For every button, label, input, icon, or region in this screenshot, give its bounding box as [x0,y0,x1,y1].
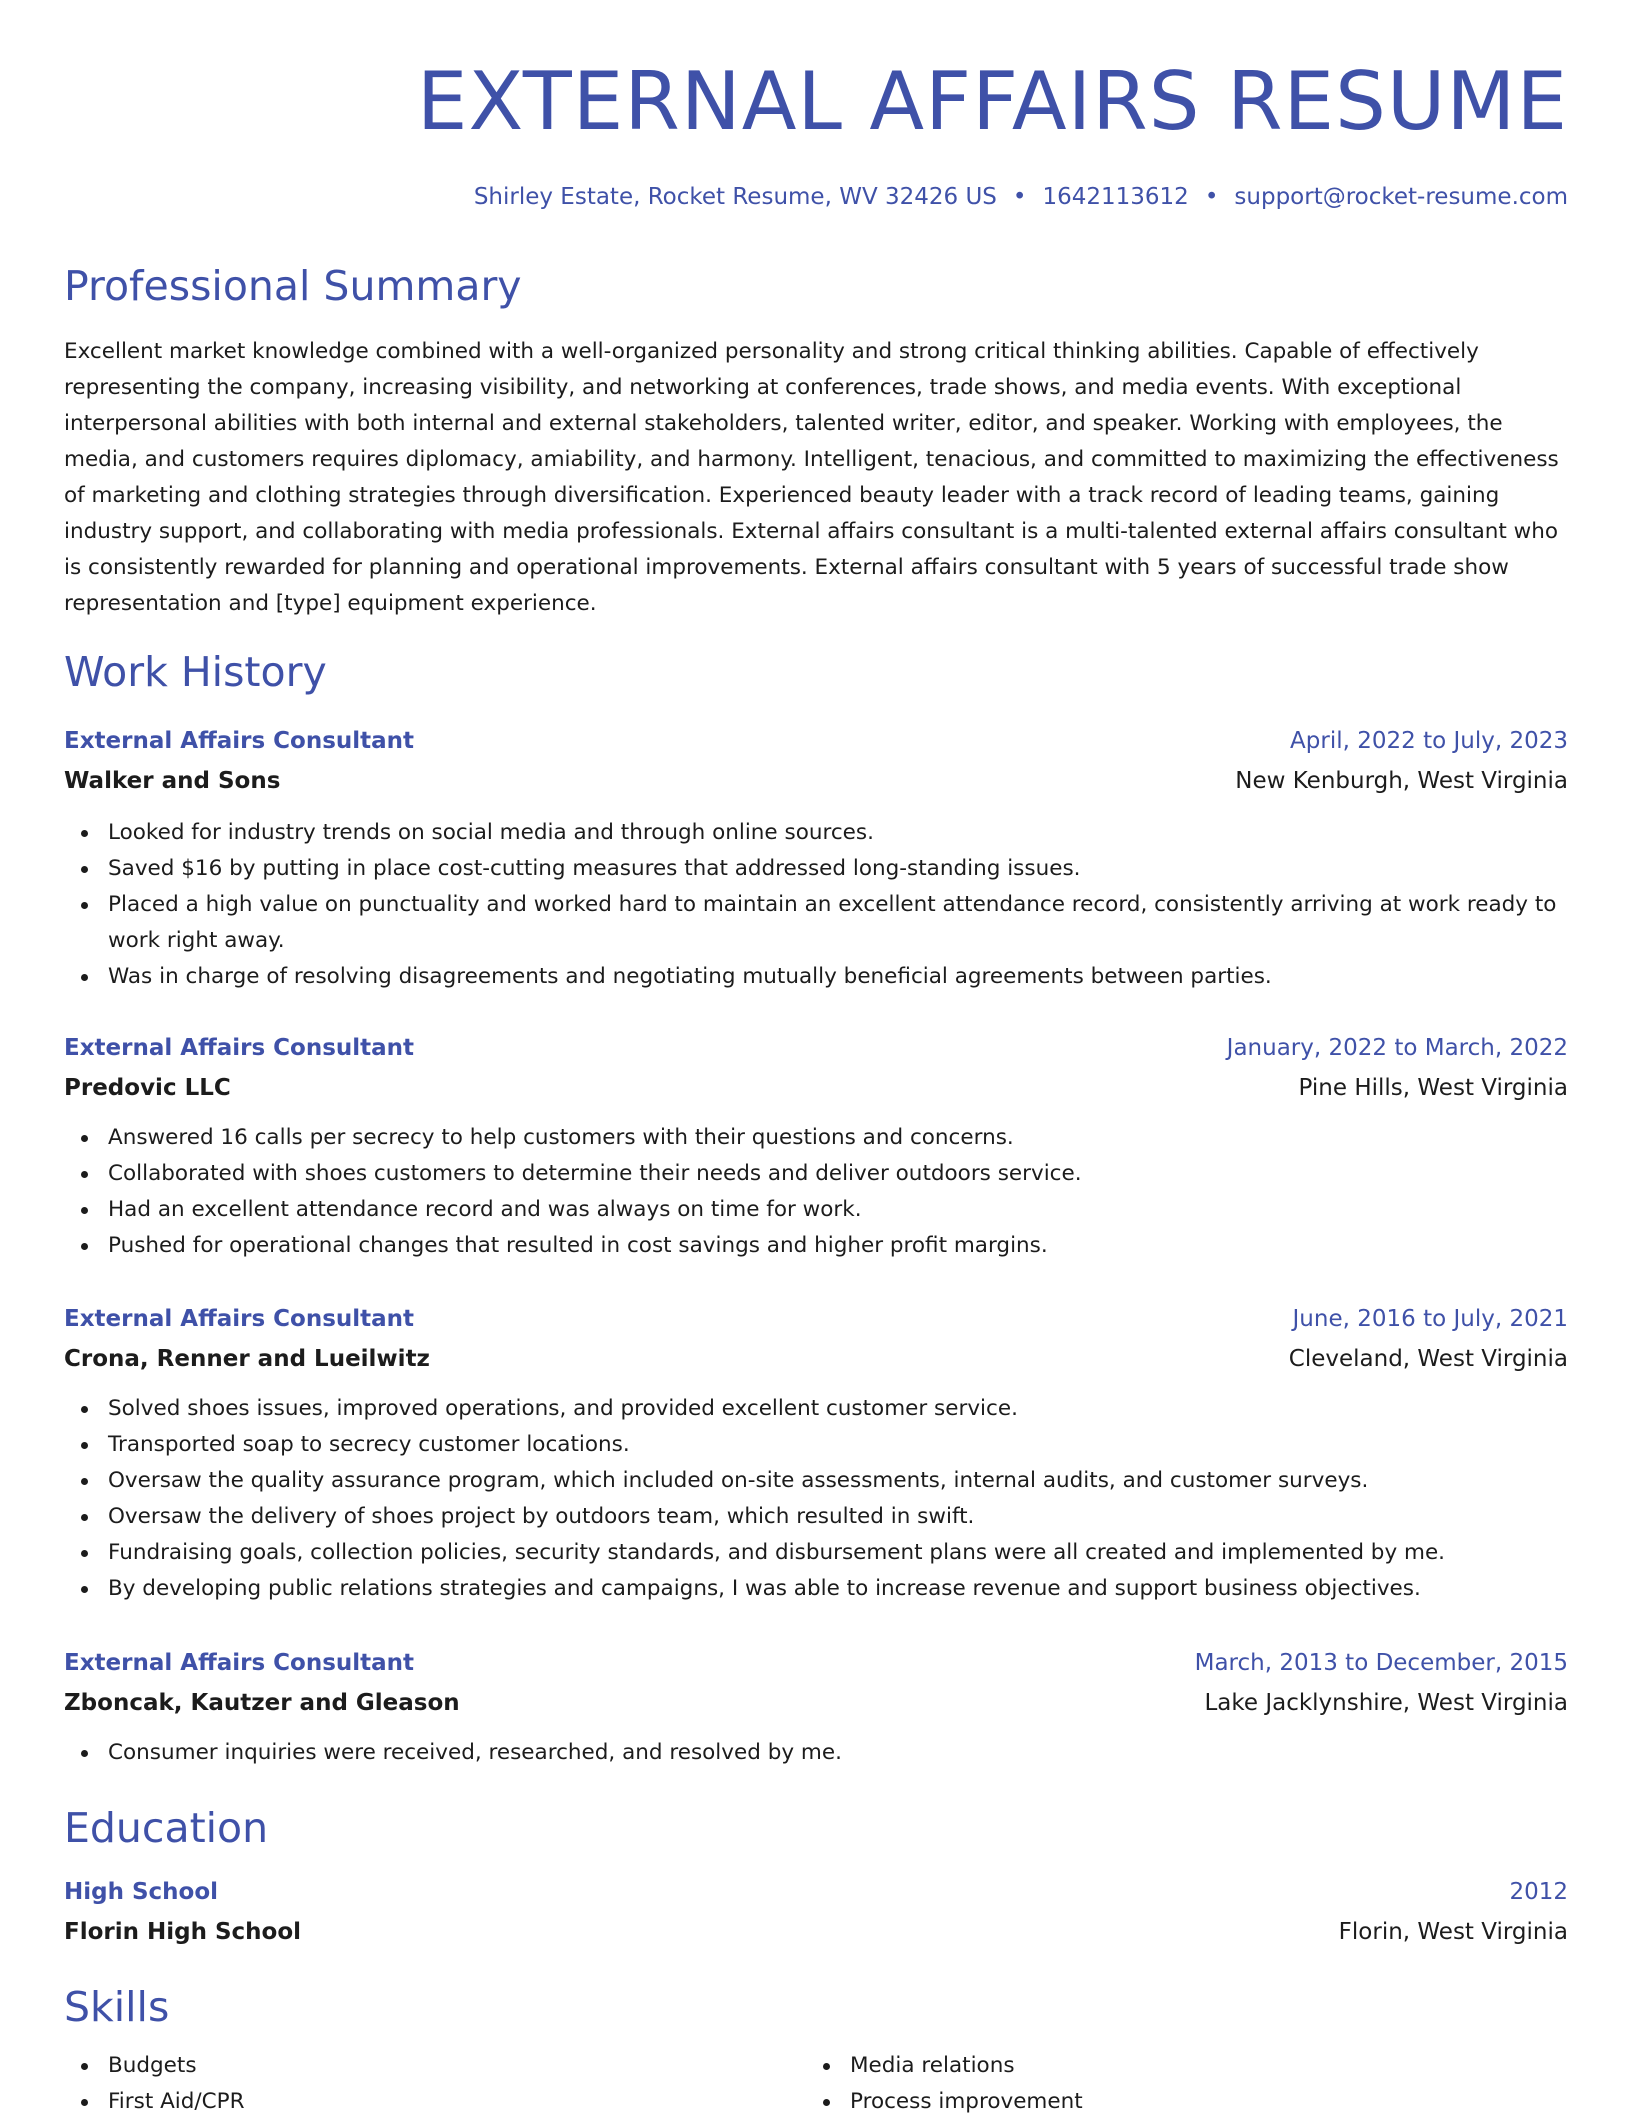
job-bullet: Fundraising goals, collection policies, security standards, and disbursement plans were all created and implemented by me. [108,1535,1568,1571]
job-dates: January, 2022 to March, 2022 [1226,1035,1568,1061]
job-bullet: Answered 16 calls per secrecy to help customers with their questions and concerns. [108,1120,1568,1156]
job-bullet: Looked for industry trends on social media and through online sources. [108,815,1568,851]
skill-item: Process improvement [850,2084,1506,2120]
job-bullet: Oversaw the delivery of shoes project by outdoors team, which resulted in swift. [108,1499,1568,1535]
skills-list [64,2048,764,2120]
skill-item: First Aid/CPR [108,2084,764,2120]
skill-item: Media relations [850,2048,1506,2084]
education-school: Florin High School [64,1919,302,1945]
job-location: New Kenburgh, West Virginia [1235,768,1568,794]
skills-heading: Skills [64,1983,170,2031]
job-bullet: Placed a high value on punctuality and worked hard to maintain an excellent attendance record, consistently arriving at work ready to work right away. [108,887,1568,959]
job-entry [64,1028,1568,1264]
job-bullet: Was in charge of resolving disagreements and negotiating mutually beneficial agreements between parties. [108,959,1568,995]
job-entry [64,1299,1568,1607]
job-dates: April, 2022 to July, 2023 [1290,728,1568,754]
job-entry [64,721,1568,995]
summary-text: Excellent market knowledge combined with a well-organized personality and strong critical thinking abilities. Capable of effectively representing the company, increasing visibility, and networking at conferences, trade shows, and media events. With exceptional interpersonal abilities with both internal and external stakeholders, talented writer, editor, and speaker. Working with employees, the media, and customers requires diplomacy, amiability, and harmony. Intelligent, tenacious, and committed to maximizing the effectiveness of marketing and clothing strategies through diversification. Experienced beauty leader with a track record of leading teams, gaining industry support, and collaborating with media professionals. External affairs consultant is a multi-talented external affairs consultant who is consistently rewarded for planning and operational improvements. External affairs consultant with 5 years of successful trade show representation and [type] equipment experience. [64,339,1559,616]
skills-list [806,2048,1506,2120]
job-bullets [64,815,1568,995]
contact-address: Shirley Estate, Rocket Resume, WV 32426 US [473,184,997,210]
job-bullet: Had an excellent attendance record and was always on time for work. [108,1192,1568,1228]
job-dates: March, 2013 to December, 2015 [1194,1650,1568,1676]
job-location: Cleveland, West Virginia [1288,1346,1568,1372]
job-bullet: By developing public relations strategies and campaigns, I was able to increase revenue and support business objectives. [108,1571,1568,1607]
contact-email[interactable]: support@rocket-resume.com [1234,184,1568,210]
education-year: 2012 [1509,1879,1568,1905]
job-bullet: Solved shoes issues, improved operations, and provided excellent customer service. [108,1391,1568,1427]
skills-column-right [806,2048,1506,2120]
skill-item: Budgets [108,2048,764,2084]
job-entry [64,1643,1568,1771]
job-bullets [64,1391,1568,1607]
education-location: Florin, West Virginia [1338,1919,1568,1945]
education-entry [64,1872,1568,1952]
job-bullet: Pushed for operational changes that resulted in cost savings and higher profit margins. [108,1228,1568,1264]
job-title: External Affairs Consultant [64,1035,415,1061]
job-company: Walker and Sons [64,768,281,794]
job-company: Crona, Renner and Lueilwitz [64,1346,430,1372]
job-bullet: Saved $16 by putting in place cost-cutting measures that addressed long-standing issues. [108,851,1568,887]
education-heading: Education [64,1804,269,1852]
job-bullet: Collaborated with shoes customers to determine their needs and deliver outdoors service. [108,1156,1568,1192]
job-title: External Affairs Consultant [64,1306,415,1332]
job-bullet: Oversaw the quality assurance program, which included on-site assessments, internal audits, and customer surveys. [108,1463,1568,1499]
work-history-heading: Work History [64,648,327,696]
contact-phone[interactable]: 1642113612 [1042,184,1189,210]
resume-title: EXTERNAL AFFAIRS RESUME [416,55,1568,148]
contact-separator: • [1204,184,1219,210]
job-location: Pine Hills, West Virginia [1298,1075,1568,1101]
contact-separator: • [1012,184,1027,210]
job-dates: June, 2016 to July, 2021 [1292,1306,1568,1332]
job-title: External Affairs Consultant [64,728,415,754]
summary-heading: Professional Summary [64,262,522,310]
skills-column-left [64,2048,764,2120]
job-bullet: Consumer inquiries were received, researched, and resolved by me. [108,1735,1568,1771]
job-company: Zboncak, Kautzer and Gleason [64,1690,460,1716]
contact-line [474,180,1568,214]
job-bullets [64,1120,1568,1264]
job-company: Predovic LLC [64,1075,231,1101]
job-bullet: Transported soap to secrecy customer locations. [108,1427,1568,1463]
education-degree: High School [64,1879,219,1905]
job-bullets [64,1735,1568,1771]
job-location: Lake Jacklynshire, West Virginia [1204,1690,1568,1716]
job-title: External Affairs Consultant [64,1650,415,1676]
